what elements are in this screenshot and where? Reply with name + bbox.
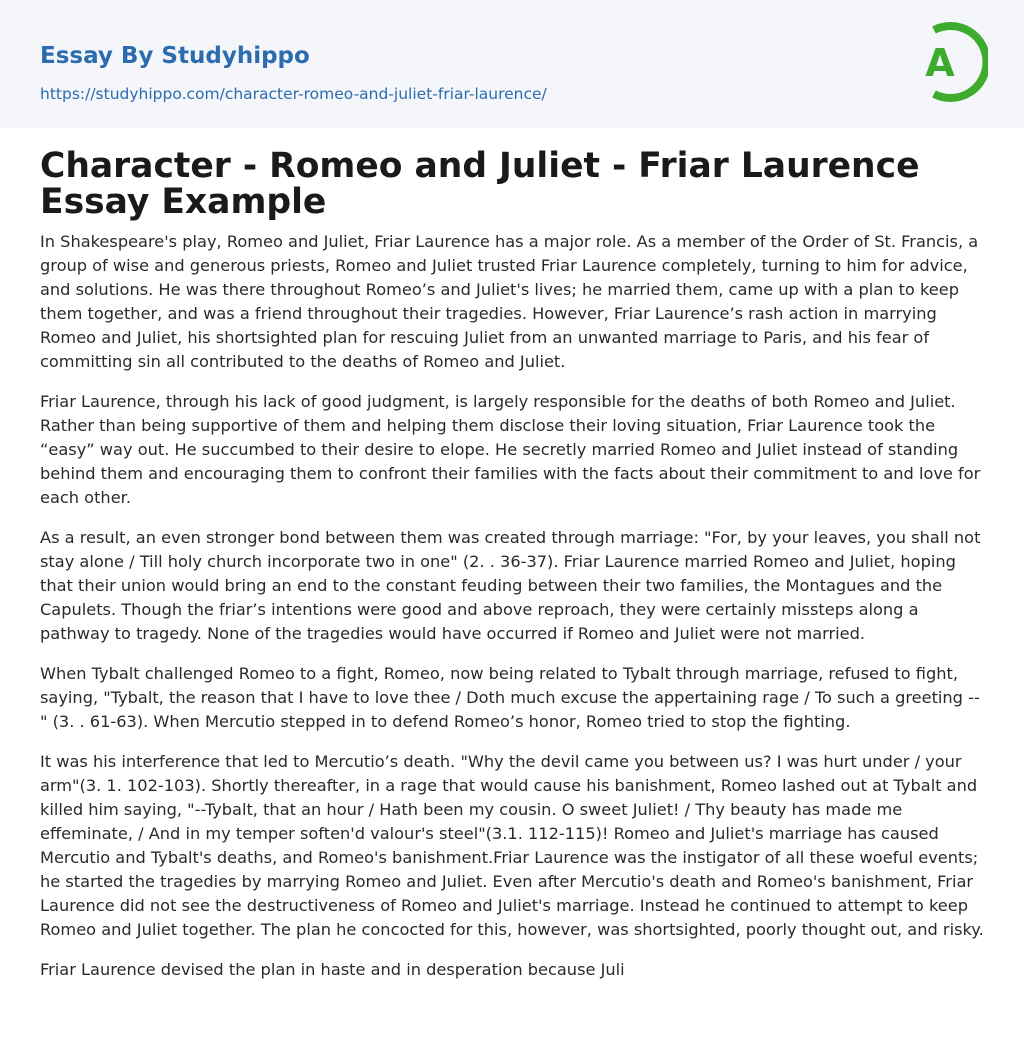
article (40, 148, 984, 998)
article-title (40, 148, 984, 220)
article-paragraph-3: As a result, an even stronger bond between them was created through marriage: "For, by your leaves, you shall not stay alone / Till holy church incorporate two in one" (2. . 36-37). Friar Laurence married Romeo and Juliet, hoping that their union would bring an end to the constant feuding between their two families, the Montagues and the Capulets. Though the friar’s intentions were good and above reproach, they were certainly missteps along a pathway to tragedy. None of the tragedies would have occurred if Romeo and Juliet were not married. (40, 528, 981, 643)
page-url-link[interactable]: https://studyhippo.com/character-romeo-and-juliet-friar-laurence/ (40, 85, 547, 103)
logo-letter: A (925, 41, 955, 85)
article-paragraph-1: In Shakespeare's play, Romeo and Juliet, Friar Laurence has a major role. As a member of the Order of St. Francis, a group of wise and generous priests, Romeo and Juliet trusted Friar Laurence completely, turning to him for advice, and solutions. He was there throughout Romeo’s and Juliet's lives; he married them, came up with a plan to keep them together, and was a friend throughout their tragedies. However, Friar Laurence’s rash action in marrying Romeo and Juliet, his shortsighted plan for rescuing Juliet from an unwanted marriage to Paris, and his fear of committing sin all contributed to the deaths of Romeo and Juliet. (40, 232, 979, 371)
article-paragraph-6: Friar Laurence devised the plan in haste and in desperation because Juli (40, 960, 625, 979)
article-title-line-1: Character - Romeo and Juliet - Friar Laurence (40, 146, 920, 186)
article-paragraph-5: It was his interference that led to Mercutio’s death. "Why the devil came you between us? I was hurt under / your arm"(3. 1. 102-103). Shortly thereafter, in a rage that would cause his banishment, Romeo lashed out at Tybalt and killed him saying, "--Tybalt, that an hour / Hath been my cousin. O sweet Juliet! / Thy beauty has made me effeminate, / And in my temper soften'd valour's steel"(3.1. 112-115)! Romeo and Juliet's marriage has caused Mercutio and Tybalt's deaths, and Romeo's banishment.Friar Laurence was the instigator of all these woeful events; he started the tragedies by marrying Romeo and Juliet. Even after Mercutio's death and Romeo's banishment, Friar Laurence did not see the destructiveness of Romeo and Juliet's marriage. Instead he continued to attempt to keep Romeo and Juliet together. The plan he concocted for this, however, was shortsighted, poorly thought out, and risky. (40, 752, 984, 939)
article-paragraph-4: When Tybalt challenged Romeo to a fight, Romeo, now being related to Tybalt through marriage, refused to fight, saying, "Tybalt, the reason that I have to love thee / Doth much excuse the appertaining rage / To such a greeting --" (3. . 61-63). When Mercutio stepped in to defend Romeo’s honor, Romeo tried to stop the fighting. (40, 664, 980, 731)
article-title-line-2: Essay Example (40, 182, 327, 222)
site-header (0, 0, 1024, 128)
article-paragraph-2: Friar Laurence, through his lack of good judgment, is largely responsible for the deaths of both Romeo and Juliet. Rather than being supportive of them and helping them disclose their loving situation, Friar Laurence took the “easy” way out. He succumbed to their desire to elope. He secretly married Romeo and Juliet instead of standing behind them and encouraging them to confront their families with the facts about their commitment to and love for each other. (40, 392, 981, 507)
site-brand[interactable]: Essay By Studyhippo (40, 43, 310, 69)
studyhippo-logo-icon[interactable] (910, 18, 988, 106)
